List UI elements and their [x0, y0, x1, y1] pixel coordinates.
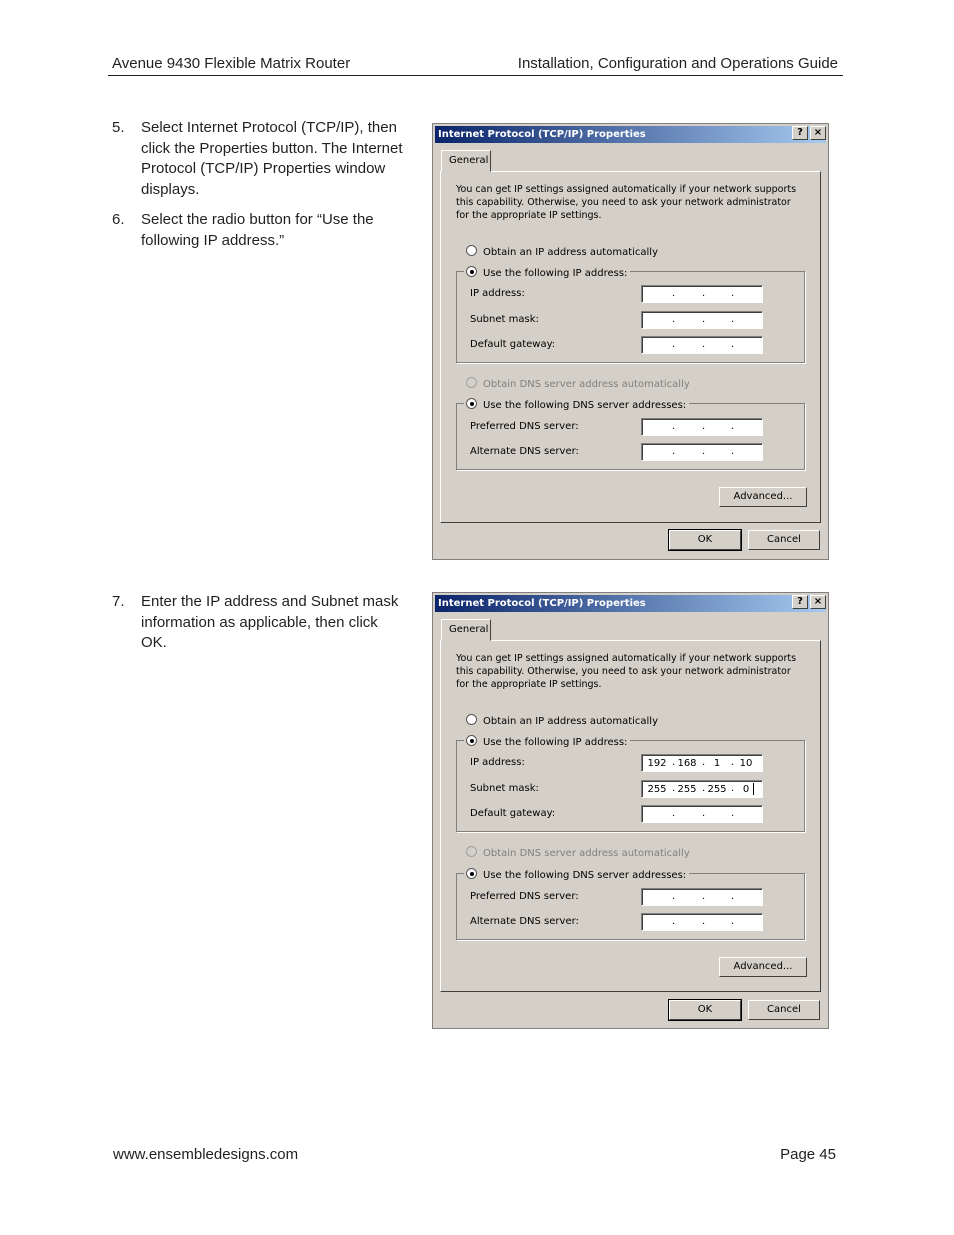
step-5	[112, 118, 407, 200]
close-icon: ×	[813, 596, 823, 607]
radio-icon	[466, 377, 477, 388]
obtain-dns-radio[interactable]	[466, 846, 690, 860]
step-text: Enter the IP address and Subnet mask information as applicable, then click OK.	[141, 593, 399, 652]
subnet-mask-field[interactable]	[641, 311, 763, 329]
info-text: You can get IP settings assigned automatically if your network supports this capability. Otherwise, you need to ask your network administrator for the appropriate IP settings.	[456, 653, 797, 690]
radio-selected-icon	[466, 266, 477, 277]
ip-separator: .	[672, 446, 676, 457]
alternate-dns-label: Alternate DNS server:	[470, 916, 579, 927]
radio-selected-icon	[466, 735, 477, 746]
advanced-button[interactable]: Advanced...	[719, 957, 807, 977]
radio-label: Use the following DNS server addresses:	[483, 870, 687, 881]
dialog-title: Internet Protocol (TCP/IP) Properties	[435, 595, 826, 612]
ok-button[interactable]: OK	[669, 1000, 741, 1020]
radio-icon	[466, 245, 477, 256]
radio-label: Use the following IP address:	[483, 268, 628, 279]
step-number: 6.	[112, 211, 125, 228]
ip-separator: .	[731, 339, 735, 350]
radio-icon	[466, 714, 477, 725]
cancel-button[interactable]: Cancel	[748, 530, 820, 550]
ip-separator: .	[731, 288, 735, 299]
ip-separator: .	[672, 891, 676, 902]
close-icon: ×	[813, 127, 823, 138]
use-dns-radio[interactable]	[464, 398, 689, 412]
close-button[interactable]	[810, 126, 826, 140]
ok-button[interactable]: OK	[669, 530, 741, 550]
subnet-mask-label: Subnet mask:	[470, 314, 539, 325]
ip-separator: .	[672, 339, 676, 350]
radio-label: Obtain an IP address automatically	[483, 247, 659, 258]
step-7	[112, 592, 407, 654]
ip-address-field[interactable]	[641, 285, 763, 303]
ip-separator: .	[731, 314, 735, 325]
footer-right: Page 45	[780, 1146, 836, 1163]
preferred-dns-label: Preferred DNS server:	[470, 421, 579, 432]
dialog-title: Internet Protocol (TCP/IP) Properties	[435, 126, 826, 143]
ip-octet: 255	[707, 784, 727, 795]
ip-separator: .	[672, 783, 676, 794]
radio-label: Use the following DNS server addresses:	[483, 400, 687, 411]
use-dns-radio[interactable]	[464, 868, 689, 882]
ip-separator: .	[672, 916, 676, 927]
step-text: Select Internet Protocol (TCP/IP), then click the Properties button. The Internet Protocol (TCP/IP) Properties window displays.	[141, 119, 403, 198]
radio-selected-icon	[466, 868, 477, 879]
ip-separator: .	[702, 757, 706, 768]
header-right: Installation, Configuration and Operations Guide	[517, 55, 838, 72]
default-gateway-label: Default gateway:	[470, 339, 556, 350]
step-6	[112, 210, 407, 251]
alternate-dns-field[interactable]	[641, 443, 763, 461]
preferred-dns-field[interactable]	[641, 418, 763, 436]
alternate-dns-label: Alternate DNS server:	[470, 446, 579, 457]
header-left: Avenue 9430 Flexible Matrix Router	[112, 55, 351, 72]
ip-separator: .	[702, 783, 706, 794]
obtain-ip-radio[interactable]	[466, 714, 658, 728]
tcpip-properties-dialog	[432, 123, 829, 560]
ip-octet: 255	[677, 784, 697, 795]
ip-separator: .	[702, 446, 706, 457]
use-ip-radio[interactable]	[464, 266, 630, 280]
ip-separator: .	[731, 783, 735, 794]
help-button[interactable]: ?	[792, 595, 808, 609]
ip-octet: 1	[713, 758, 721, 769]
step-text: Select the radio button for “Use the following IP address.”	[141, 211, 374, 249]
default-gateway-label: Default gateway:	[470, 808, 556, 819]
close-button[interactable]	[810, 595, 826, 609]
ip-separator: .	[731, 421, 735, 432]
tab-general[interactable]: General	[441, 619, 491, 641]
ip-separator: .	[672, 314, 676, 325]
ip-separator: .	[672, 421, 676, 432]
use-ip-radio[interactable]	[464, 735, 630, 749]
header-rule	[108, 75, 843, 76]
step-number: 5.	[112, 119, 125, 136]
ip-separator: .	[731, 891, 735, 902]
tab-general[interactable]: General	[441, 150, 491, 172]
ip-octet: 10	[739, 758, 753, 769]
radio-label: Obtain DNS server address automatically	[483, 848, 690, 859]
preferred-dns-field[interactable]	[641, 888, 763, 906]
ip-separator: .	[731, 916, 735, 927]
ip-address-label: IP address:	[470, 757, 525, 768]
ip-separator: .	[702, 891, 706, 902]
tcpip-properties-dialog	[432, 592, 829, 1029]
radio-label: Obtain an IP address automatically	[483, 716, 659, 727]
cancel-button[interactable]: Cancel	[748, 1000, 820, 1020]
subnet-mask-field[interactable]	[641, 780, 763, 798]
subnet-mask-label: Subnet mask:	[470, 783, 539, 794]
advanced-button[interactable]: Advanced...	[719, 487, 807, 507]
default-gateway-field[interactable]	[641, 805, 763, 823]
ip-separator: .	[731, 446, 735, 457]
ip-separator: .	[702, 288, 706, 299]
ip-address-field[interactable]	[641, 754, 763, 772]
footer-left: www.ensembledesigns.com	[113, 1146, 299, 1163]
ip-separator: .	[702, 808, 706, 819]
radio-icon	[466, 846, 477, 857]
alternate-dns-field[interactable]	[641, 913, 763, 931]
ip-separator: .	[702, 916, 706, 927]
ip-separator: .	[702, 421, 706, 432]
step-number: 7.	[112, 593, 125, 610]
ip-separator: .	[672, 757, 676, 768]
ip-octet: 0	[742, 784, 750, 795]
ip-octet: 255	[647, 784, 667, 795]
ip-octet: 192	[647, 758, 667, 769]
radio-label: Obtain DNS server address automatically	[483, 379, 690, 390]
ip-address-label: IP address:	[470, 288, 525, 299]
ip-separator: .	[702, 339, 706, 350]
preferred-dns-label: Preferred DNS server:	[470, 891, 579, 902]
radio-selected-icon	[466, 398, 477, 409]
ip-separator: .	[672, 288, 676, 299]
ip-separator: .	[731, 808, 735, 819]
ip-separator: .	[702, 314, 706, 325]
default-gateway-field[interactable]	[641, 336, 763, 354]
obtain-ip-radio[interactable]	[466, 245, 658, 259]
text-cursor	[753, 783, 754, 795]
help-button[interactable]: ?	[792, 126, 808, 140]
radio-label: Use the following IP address:	[483, 737, 628, 748]
ip-octet: 168	[677, 758, 697, 769]
info-text: You can get IP settings assigned automatically if your network supports this capability. Otherwise, you need to ask your network administrator for the appropriate IP settings.	[456, 184, 797, 221]
ip-separator: .	[672, 808, 676, 819]
ip-separator: .	[731, 757, 735, 768]
obtain-dns-radio[interactable]	[466, 377, 690, 391]
